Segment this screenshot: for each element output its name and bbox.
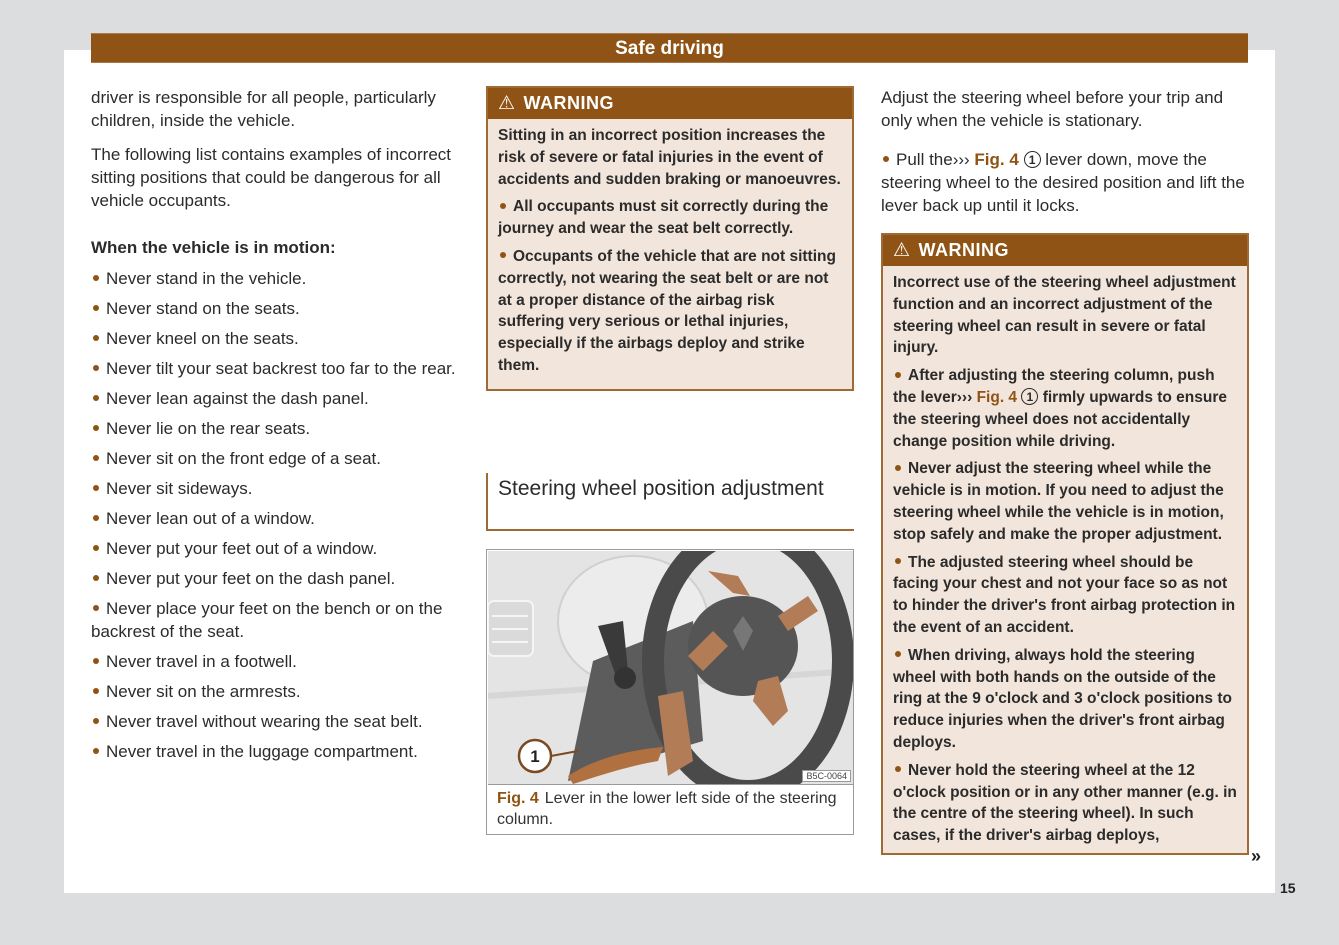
intro-paragraph: driver is responsible for all people, particularly children, inside the vehicle. (91, 88, 436, 130)
warning-box (486, 86, 854, 391)
bullet-icon (883, 156, 889, 162)
bullet-icon (93, 485, 99, 491)
figure-caption: Fig. 4 Lever in the lower left side of the steering column. (497, 790, 837, 828)
bullet-icon (93, 688, 99, 694)
bullet-icon (93, 748, 99, 754)
warning-bullet: When driving, always hold the steering wheel with both hands on the outside of the ring at the 9 o'clock and 3 o'clock positions to reduce injuries when the driver's front airbag deploys. (893, 646, 1232, 751)
column-left (91, 86, 456, 770)
bullet-icon (93, 515, 99, 521)
bullet-icon (93, 365, 99, 371)
list-item: Never sit sideways. (91, 477, 456, 500)
warning-intro: Sitting in an incorrect position increases the risk of severe or fatal injuries in the event of accidents and sudden braking or manoeuvres. (498, 127, 841, 188)
steering-wheel-illustration (488, 551, 853, 785)
column-middle (486, 86, 854, 391)
bullet-icon (895, 766, 901, 772)
section-title: Steering wheel position adjustment (486, 473, 854, 531)
warning-body (883, 266, 1247, 853)
cross-reference-arrows-icon: ››› (956, 388, 973, 406)
callout-1-icon: 1 (1024, 151, 1041, 168)
bullet-icon (93, 718, 99, 724)
bullet-icon (500, 203, 506, 209)
bullet-icon (895, 558, 901, 564)
bullet-icon (93, 605, 99, 611)
warning-bullet: The adjusted steering wheel should be facing your chest and not your face so as not to hinder the driver's front airbag protection in the event of an accident. (893, 553, 1236, 636)
warning-box (881, 233, 1249, 855)
bullet-icon (93, 575, 99, 581)
bullet-icon (895, 372, 901, 378)
list-item: Never kneel on the seats. (91, 327, 456, 350)
intro-paragraph: Adjust the steering wheel before your trip and only when the vehicle is stationary. (881, 88, 1224, 130)
bullet-icon (500, 252, 506, 258)
intro-paragraph: The following list contains examples of incorrect sitting positions that could be dangerous for all vehicle occupants. (91, 145, 451, 210)
incorrect-positions-list (91, 267, 456, 763)
list-item: Never lean out of a window. (91, 507, 456, 530)
warning-intro: Incorrect use of the steering wheel adjustment function and an incorrect adjustment of the steering wheel can result in severe or fatal injury. (893, 274, 1236, 357)
bullet-icon (895, 465, 901, 471)
warning-bullet: After adjusting the steering column, push the lever››› Fig. 4 1 firmly upwards to ensure the steering wheel does not accidentally change position while driving. (893, 367, 1228, 450)
list-item: Never put your feet out of a window. (91, 537, 456, 560)
list-item: Never stand on the seats. (91, 297, 456, 320)
list-item: Never travel in a footwell. (91, 650, 456, 673)
bullet-icon (93, 395, 99, 401)
continued-icon: » (1251, 846, 1262, 866)
figure-link[interactable]: Fig. 4 (976, 388, 1018, 406)
bullet-icon (93, 335, 99, 341)
bullet-icon (93, 275, 99, 281)
list-item: Never tilt your seat backrest too far to the rear. (91, 357, 456, 380)
list-item: Never sit on the front edge of a seat. (91, 447, 456, 470)
warning-header: ⚠ WARNING (883, 235, 1247, 266)
warning-triangle-icon: ⚠ (498, 93, 516, 114)
chapter-header: Safe driving (91, 33, 1248, 63)
bullet-icon (895, 651, 901, 657)
cross-reference-arrows-icon: ››› (952, 150, 970, 169)
warning-bullet: Never hold the steering wheel at the 12 o'clock position or in any other manner (e.g. in the centre of the steering wheel). In such cases, if the driver's airbag deploys, (893, 761, 1237, 845)
svg-text:1: 1 (530, 747, 540, 766)
list-item: Never lean against the dash panel. (91, 387, 456, 410)
instruction-step: Pull the››› Fig. 4 1 lever down, move the steering wheel to the desired position and lift the lever back up until it locks. (881, 150, 1245, 215)
warning-header: ⚠ WARNING (488, 88, 852, 119)
bullet-icon (93, 545, 99, 551)
bullet-icon (93, 658, 99, 664)
bullet-icon (93, 425, 99, 431)
warning-body (488, 119, 852, 389)
list-item: Never sit on the armrests. (91, 680, 456, 703)
list-item: Never lie on the rear seats. (91, 417, 456, 440)
list-item: Never place your feet on the bench or on the backrest of the seat. (91, 599, 443, 641)
figure-4 (486, 549, 854, 835)
list-item: Never stand in the vehicle. (91, 267, 456, 290)
warning-triangle-icon: ⚠ (893, 240, 911, 261)
page-number: 15 (1280, 880, 1296, 896)
callout-1-icon: 1 (1021, 388, 1038, 405)
figure-label: Fig. 4 (497, 790, 539, 807)
warning-bullet: All occupants must sit correctly during the journey and wear the seat belt correctly. (498, 198, 829, 238)
figure-code: B5C-0064 (802, 770, 851, 782)
steering-column-diagram-icon (488, 551, 853, 784)
list-item: Never put your feet on the dash panel. (91, 567, 456, 590)
list-item: Never travel in the luggage compartment. (91, 740, 456, 763)
bullet-icon (93, 455, 99, 461)
warning-bullet: Occupants of the vehicle that are not sitting correctly, not wearing the seat belt or are not at a proper distance of the airbag risk suffering very serious or lethal injuries, especially if the airbags deploy and strike them. (498, 247, 836, 374)
column-right (881, 86, 1249, 855)
warning-bullet: Never adjust the steering wheel while the vehicle is in motion. If you need to adjust the steering wheel while the vehicle is in motion, stop safely and make the proper adjustment. (893, 460, 1224, 543)
list-item: Never travel without wearing the seat belt. (91, 710, 456, 733)
bullet-icon (93, 305, 99, 311)
subheading: When the vehicle is in motion: (91, 238, 336, 257)
figure-link[interactable]: Fig. 4 (974, 150, 1019, 169)
